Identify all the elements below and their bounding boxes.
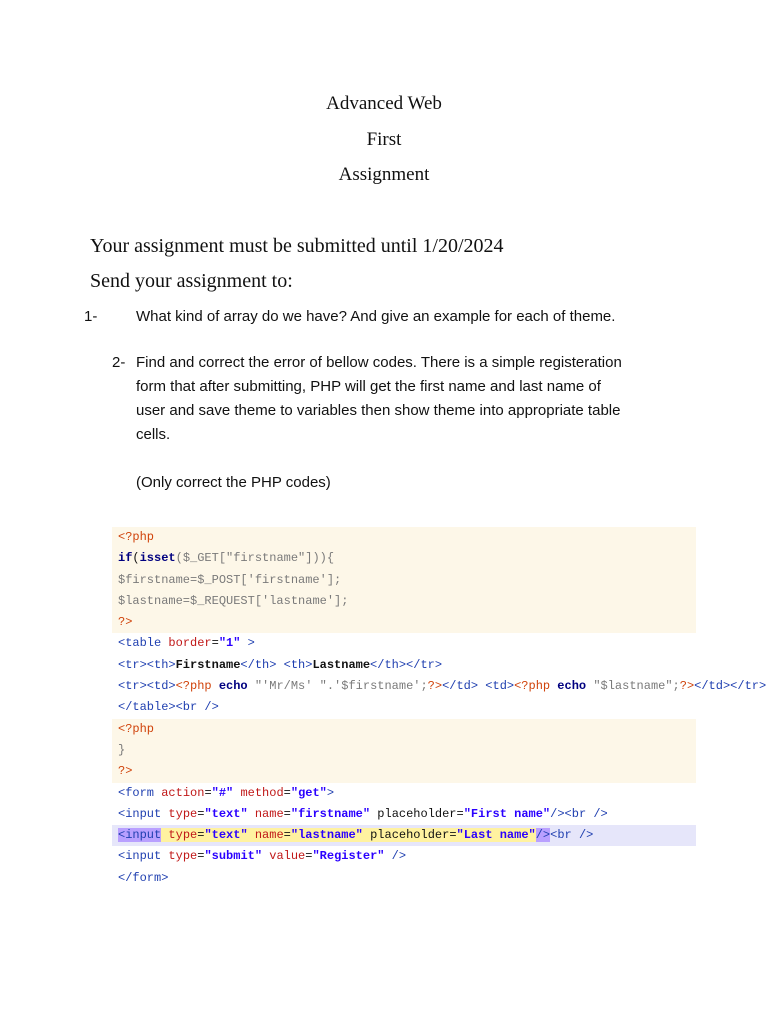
closing-brace: }	[118, 742, 126, 757]
equals: =	[197, 849, 205, 864]
code-line-6	[112, 633, 696, 654]
equals: =	[456, 806, 464, 821]
code-line-1	[112, 527, 696, 548]
name-attr: name	[247, 828, 284, 843]
table-tag-end: >	[240, 636, 255, 651]
question-2-note: (Only correct the PHP codes)	[136, 474, 331, 491]
code-line-15	[112, 825, 696, 846]
input-tag-highlighted: <input	[118, 828, 162, 843]
type-value: "submit"	[204, 849, 263, 864]
input-tag-end: /><br />	[550, 806, 608, 821]
lastname-header: Lastname	[312, 657, 371, 672]
border-value: "1"	[218, 636, 241, 651]
php-close-inline-2: ?>	[679, 679, 695, 694]
placeholder-attr: placeholder	[362, 828, 450, 843]
send-to-text: Send your assignment to:	[90, 270, 293, 292]
th-tr-close: </th></tr>	[370, 657, 443, 672]
value-attr: value	[262, 849, 306, 864]
code-line-2: if(isset($_GET["firstname"])){	[112, 548, 696, 569]
equals: =	[204, 785, 212, 800]
code-block	[112, 527, 767, 889]
lastname-key: 'lastname'	[262, 593, 335, 608]
equals: =	[211, 636, 219, 651]
equals: =	[283, 806, 291, 821]
question-2-number: 2-	[112, 354, 126, 371]
php-close-tag: ?>	[118, 615, 133, 630]
code-line-7	[112, 655, 696, 676]
code-line-3	[112, 570, 696, 591]
value-value: "Register"	[312, 849, 385, 864]
name-attr: name	[247, 806, 284, 821]
code-line-8	[112, 676, 767, 697]
table-close: </table><br />	[118, 700, 219, 715]
action-attr: action	[161, 785, 205, 800]
echo-keyword: echo	[211, 679, 255, 694]
php-close-tag-2: ?>	[118, 764, 133, 779]
isset-keyword: isset	[139, 551, 176, 566]
tr-th-open: <tr><th>	[118, 657, 176, 672]
placeholder-attr: placeholder	[370, 806, 457, 821]
code-line-14	[112, 804, 696, 825]
doc-title-line-3: Assignment	[338, 164, 430, 185]
firstname-header: Firstname	[175, 657, 241, 672]
lastname-assignment: $lastname=$_REQUEST[	[118, 593, 263, 608]
echo-keyword-2: echo	[550, 679, 594, 694]
input-tag: <input	[118, 849, 169, 864]
question-2-line: Find and correct the error of bellow codes. There is a simple registeration	[136, 354, 622, 371]
equals: =	[449, 828, 457, 843]
firstname-assignment: $firstname=$_POST['firstname'];	[118, 572, 342, 587]
br-tag: <br />	[550, 828, 594, 843]
php-open-inline-2: <?php	[514, 679, 551, 694]
equals: =	[197, 806, 205, 821]
table-tag: <table	[118, 636, 169, 651]
tr-td-open: <tr><td>	[118, 679, 176, 694]
type-attr: type	[168, 806, 198, 821]
name-value: "lastname"	[290, 828, 363, 843]
td-close-open: </td> <td>	[442, 679, 515, 694]
doc-title-line-2: First	[366, 129, 402, 150]
action-value: "#"	[211, 785, 234, 800]
placeholder-value: "First name"	[463, 806, 551, 821]
method-value: "get"	[290, 785, 327, 800]
type-value: "text"	[204, 806, 248, 821]
equals: =	[305, 849, 313, 864]
code-line-5	[112, 612, 696, 633]
php-open-tag: <?php	[118, 530, 155, 544]
echo-lastname: "$lastname";	[593, 679, 680, 694]
question-2-text	[136, 351, 696, 447]
question-2-line: cells.	[136, 426, 171, 443]
code-line-13	[112, 783, 696, 804]
question-1-text: What kind of array do we have? And give an example for each of theme.	[136, 308, 616, 325]
php-open-tag-2: <?php	[118, 721, 155, 736]
question-1-number: 1-	[84, 308, 98, 325]
isset-args: ($_GET["firstname"])){	[175, 551, 335, 566]
php-open-inline: <?php	[175, 679, 212, 694]
code-line-12	[112, 761, 696, 782]
code-line-11	[112, 740, 696, 761]
form-tag: <form	[118, 785, 162, 800]
deadline-text: Your assignment must be submitted until 1/20/2024	[90, 235, 504, 257]
code-line-9	[112, 697, 696, 718]
code-line-10	[112, 719, 696, 740]
input-tag: <input	[118, 806, 169, 821]
question-2-line: form that after submitting, PHP will get the first name and last name of	[136, 378, 601, 395]
doc-title-line-1: Advanced Web	[326, 93, 442, 114]
input-tag-end: />	[384, 849, 407, 864]
equals: =	[283, 828, 291, 843]
type-attr: type	[168, 849, 198, 864]
question-2-line: user and save theme to variables then show theme into appropriate table	[136, 402, 621, 419]
code-line-17	[112, 868, 696, 889]
placeholder-value: "Last name"	[456, 828, 536, 843]
if-keyword: if	[118, 551, 133, 566]
method-attr: method	[233, 785, 284, 800]
code-line-16	[112, 846, 696, 867]
border-attr: border	[168, 636, 212, 651]
code-line-4	[112, 591, 696, 612]
lastname-end: ];	[334, 593, 349, 608]
type-value: "text"	[204, 828, 248, 843]
form-tag-end: >	[326, 785, 335, 800]
name-value: "firstname"	[290, 806, 371, 821]
self-close-highlighted: />	[535, 828, 551, 843]
equals: =	[197, 828, 205, 843]
type-attr: type	[161, 828, 198, 843]
form-close: </form>	[118, 870, 169, 885]
td-tr-close: </td></tr>	[694, 679, 767, 694]
php-close-inline: ?>	[427, 679, 443, 694]
th-close-open: </th> <th>	[240, 657, 313, 672]
equals: =	[283, 785, 291, 800]
echo-firstname: "'Mr/Ms' ".'$firstname';	[254, 679, 428, 694]
